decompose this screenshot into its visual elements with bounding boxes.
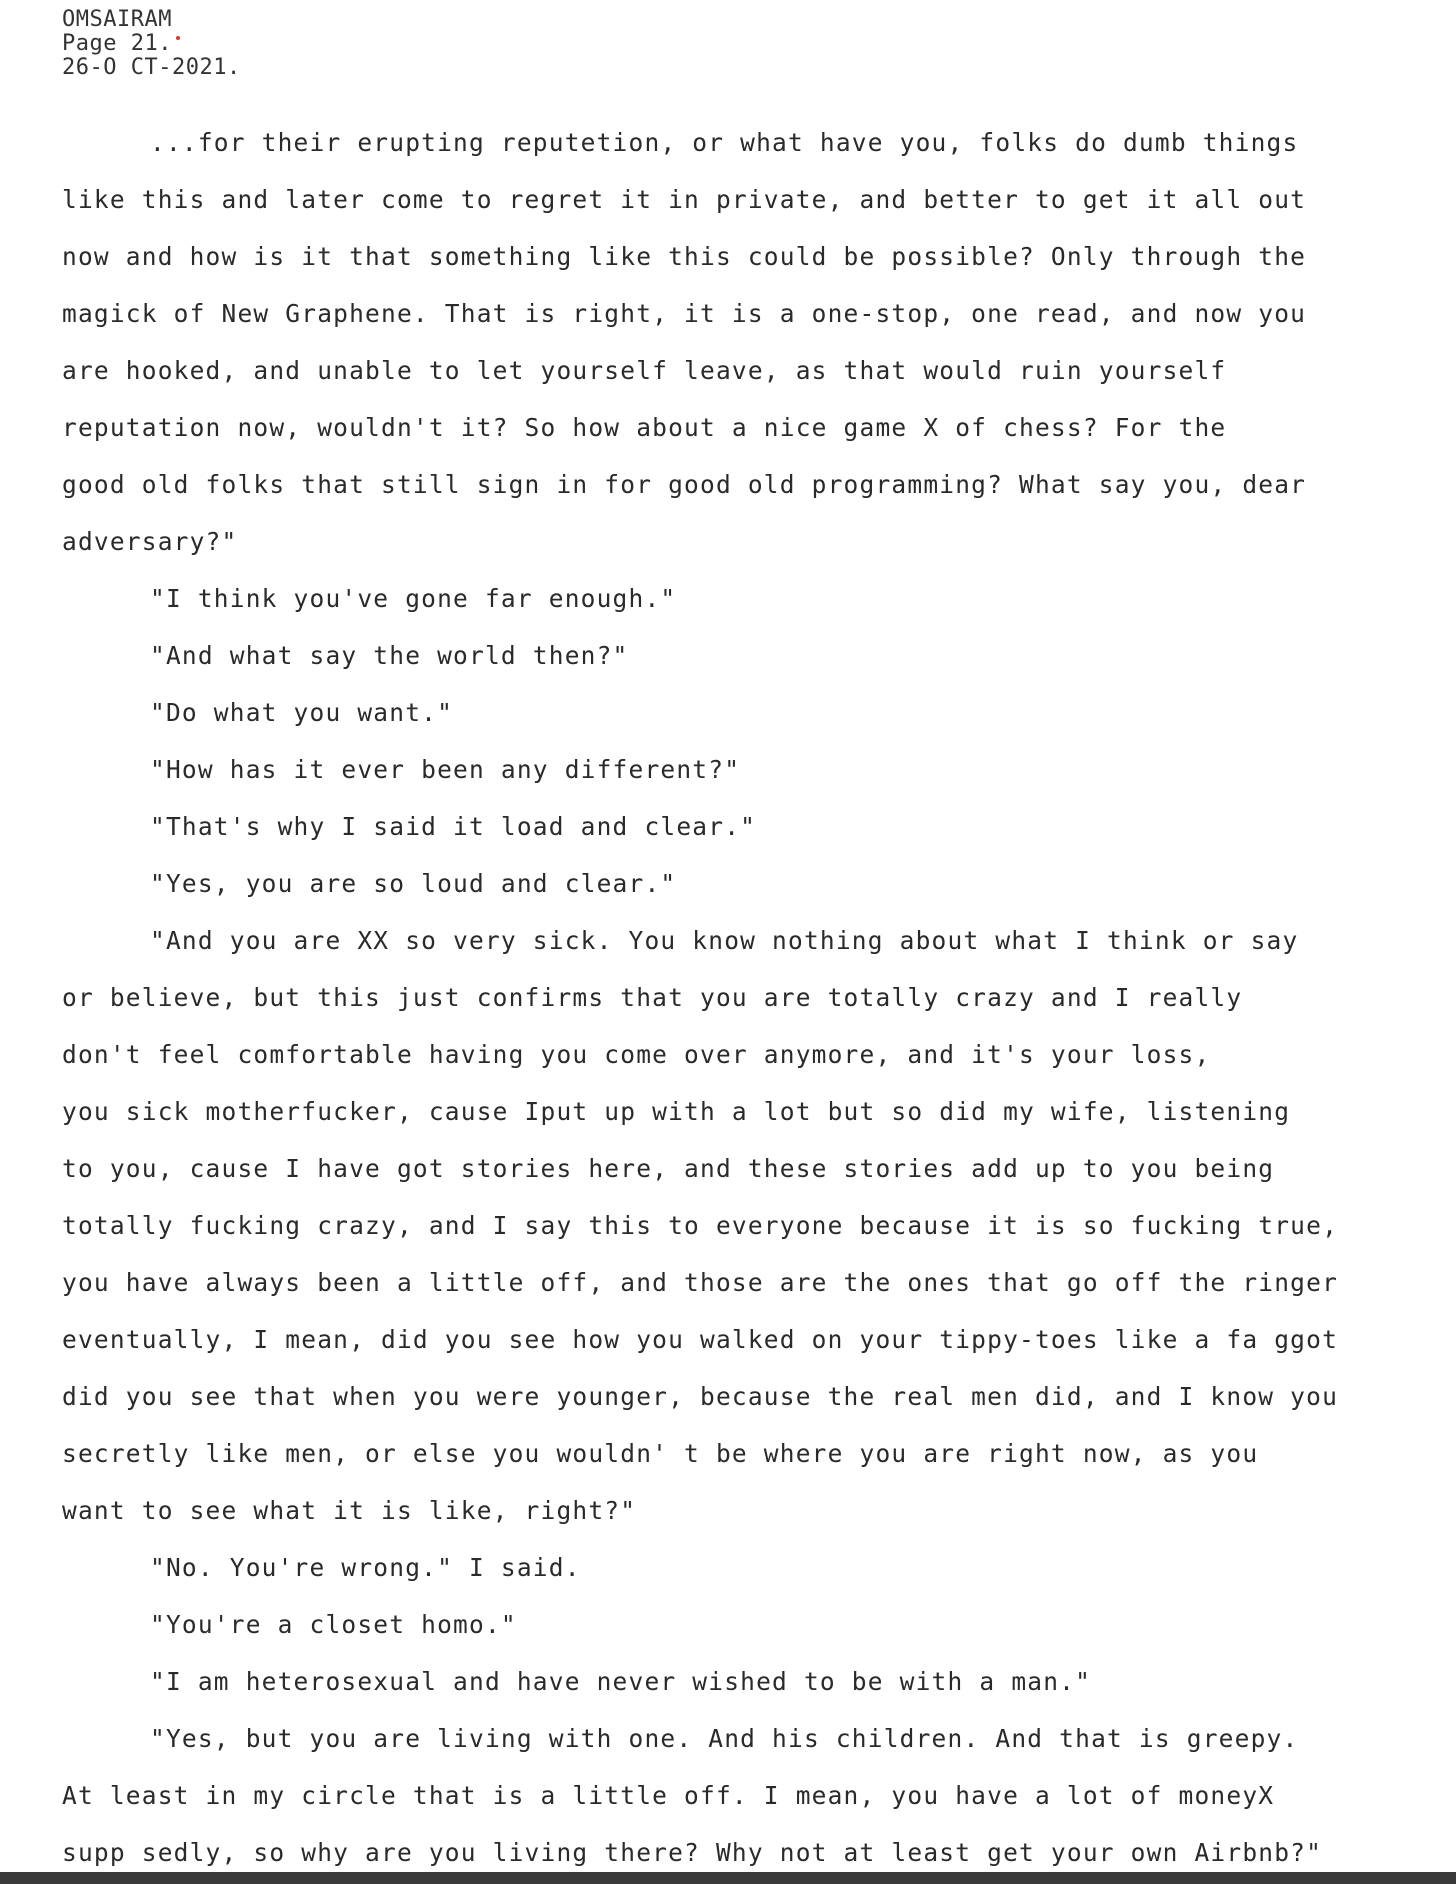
text-line: you have always been a little off, and those are the ones that go off the ringer	[62, 1268, 1339, 1297]
text-line: now and how is it that something like this could be possible? Only through the	[62, 242, 1307, 271]
text-line: to you, cause I have got stories here, and these stories add up to you being	[62, 1154, 1275, 1183]
text-line: or believe, but this just confirms that you are totally crazy and I really	[62, 983, 1243, 1012]
dialogue-line: "Yes, you are so loud and clear."	[150, 869, 677, 898]
dialogue-line: "Yes, but you are living with one. And his children. And that is greepy.	[150, 1724, 1299, 1753]
text-line: ...for their erupting reputetion, or what have you, folks do dumb things	[150, 128, 1299, 157]
dialogue-line: "That's why I said it load and clear."	[150, 812, 757, 841]
text-line: are hooked, and unable to let yourself leave, as that would ruin yourself	[62, 356, 1227, 385]
scan-bottom-edge	[0, 1872, 1456, 1884]
text-line: don't feel comfortable having you come over anymore, and it's your loss,	[62, 1040, 1211, 1069]
header-date: 26-O CT-2021.	[62, 55, 241, 80]
text-line: secretly like men, or else you wouldn' t be where you are right now, as you	[62, 1439, 1259, 1468]
text-line: At least in my circle that is a little off. I mean, you have a lot of moneyX	[62, 1781, 1275, 1810]
text-line: supp sedly, so why are you living there? Why not at least get your own Airbnb?"	[62, 1838, 1323, 1867]
text-line: eventually, I mean, did you see how you walked on your tippy-toes like a fa ggot	[62, 1325, 1339, 1354]
text-line: want to see what it is like, right?"	[62, 1496, 637, 1525]
page-header	[62, 8, 241, 80]
dialogue-line: "And what say the world then?"	[150, 641, 629, 670]
dialogue-line: "I am heterosexual and have never wished to be with a man."	[150, 1667, 1092, 1696]
text-line: magick of New Graphene. That is right, it is a one-stop, one read, and now you	[62, 299, 1307, 328]
text-line: reputation now, wouldn't it? So how about a nice game X of chess? For the	[62, 413, 1227, 442]
text-line: like this and later come to regret it in private, and better to get it all out	[62, 185, 1307, 214]
text-line: totally fucking crazy, and I say this to everyone because it is so fucking true,	[62, 1211, 1339, 1240]
red-ink-dot	[176, 36, 180, 40]
dialogue-line: "I think you've gone far enough."	[150, 584, 677, 613]
dialogue-line: "And you are XX so very sick. You know nothing about what I think or say	[150, 926, 1299, 955]
text-line: did you see that when you were younger, because the real men did, and I know you	[62, 1382, 1339, 1411]
header-page-number-row	[62, 32, 241, 56]
text-line: adversary?"	[62, 527, 238, 556]
dialogue-line: "You're a closet homo."	[150, 1610, 517, 1639]
body-text	[62, 114, 1442, 1881]
header-title: OMSAIRAM	[62, 7, 172, 32]
dialogue-line: "No. You're wrong." I said.	[150, 1553, 581, 1582]
text-line: you sick motherfucker, cause Iput up with a lot but so did my wife, listening	[62, 1097, 1291, 1126]
dialogue-line: "How has it ever been any different?"	[150, 755, 741, 784]
header-page-number: Page 21.	[62, 31, 172, 56]
text-line: good old folks that still sign in for good old programming? What say you, dear	[62, 470, 1307, 499]
dialogue-line: "Do what you want."	[150, 698, 454, 727]
